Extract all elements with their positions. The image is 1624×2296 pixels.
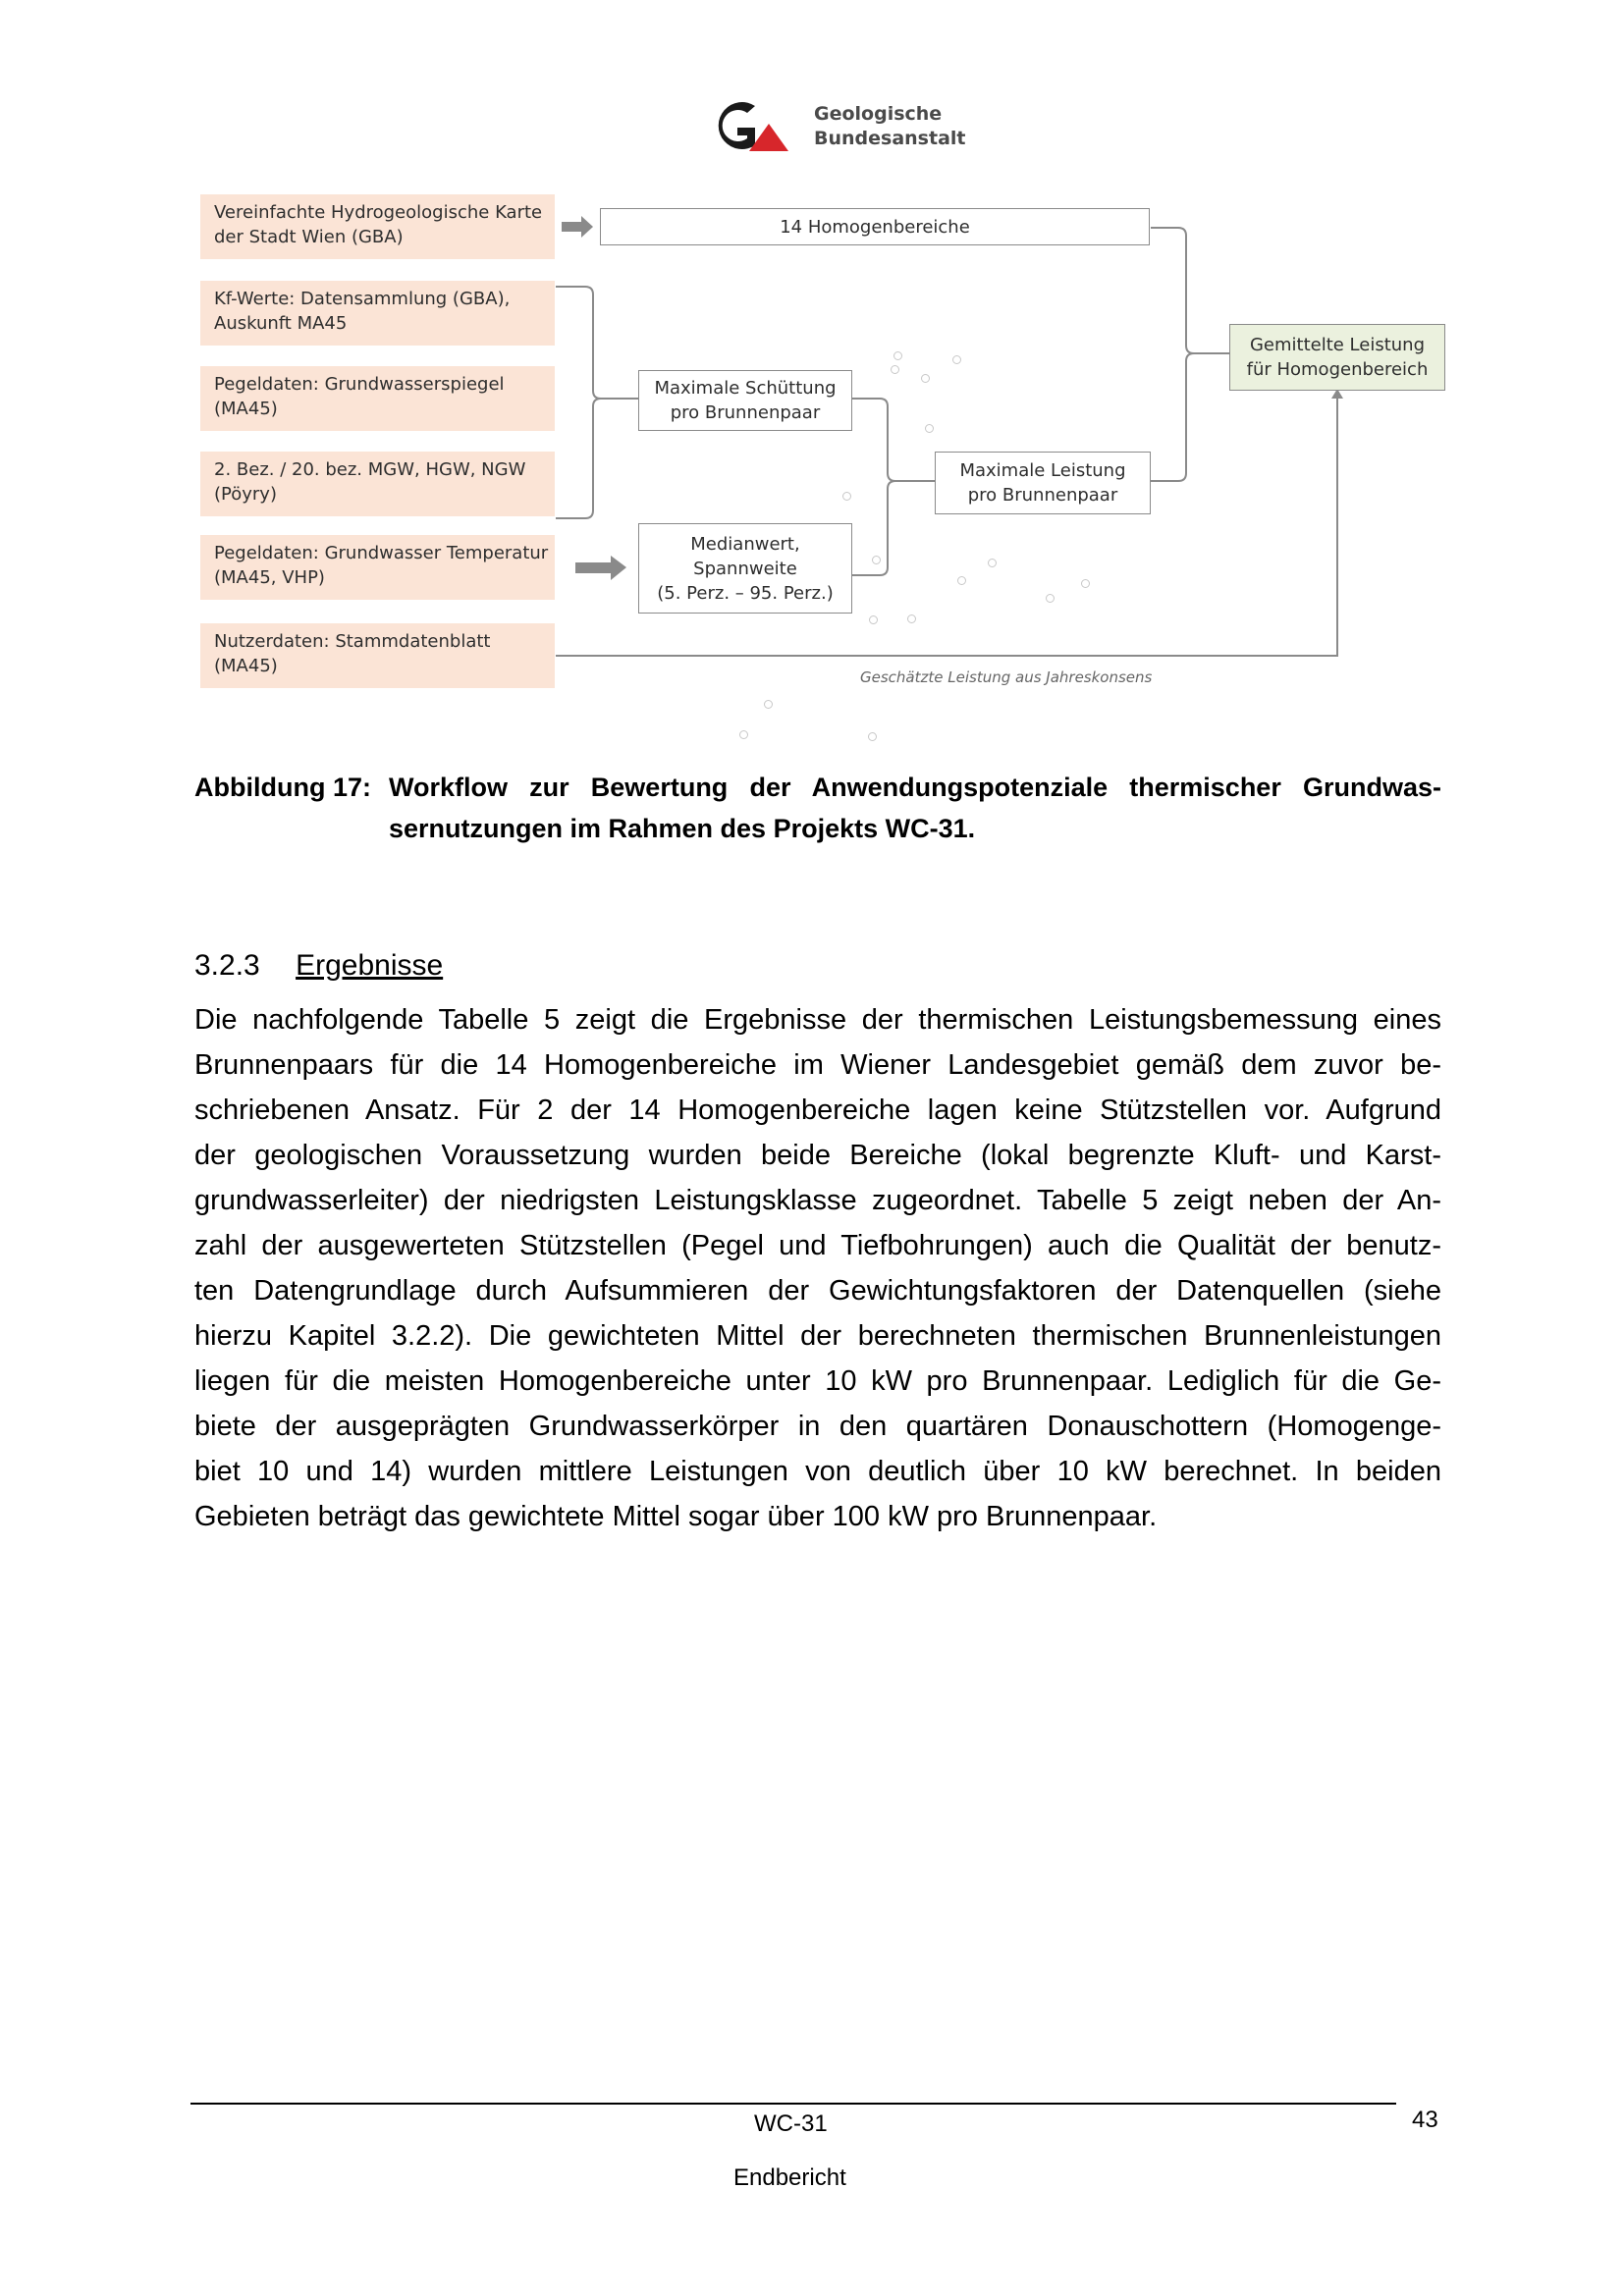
bracket-gemittelt — [1151, 228, 1194, 481]
scan-dot — [925, 424, 934, 433]
source-text: (MA45) — [214, 399, 278, 419]
footer-project: WC-31 — [754, 2110, 828, 2137]
logo-line-2: Bundesanstalt — [814, 128, 966, 149]
leistung-text: pro Brunnenpaar — [967, 485, 1118, 506]
scan-dot — [1046, 594, 1055, 603]
scan-dot — [988, 559, 997, 567]
paragraph-line: zahl der ausgewerteten Stützstellen (Pegel und Tiefbohrungen) auch die Qualität der benutz- — [194, 1230, 1441, 1261]
paragraph-line: Die nachfolgende Tabelle 5 zeigt die Ergebnisse der thermischen Leistungsbemessung eines — [194, 1004, 1441, 1036]
body-paragraph — [194, 997, 1441, 1539]
bracket-sources — [556, 287, 601, 518]
section-number: 3.2.3 — [194, 949, 260, 982]
arrow-shaft-median — [575, 562, 611, 573]
scan-dot — [891, 365, 899, 374]
scan-dot — [842, 492, 851, 501]
source-text: Nutzerdaten: Stammdatenblatt — [214, 631, 491, 652]
caption-line-1: Workflow zur Bewertung der Anwendungspotenziale thermischer Grundwas- — [389, 773, 1441, 802]
box-max-schuettung — [638, 370, 852, 431]
note-jahreskonsens: Geschätzte Leistung aus Jahreskonsens — [860, 668, 1153, 686]
paragraph-line: schriebenen Ansatz. Für 2 der 14 Homogenbereiche lagen keine Stützstellen vor. Aufgrund — [194, 1095, 1441, 1126]
paragraph-line: biet 10 und 14) wurden mittlere Leistungen von deutlich über 10 kW berechnet. In beiden — [194, 1456, 1441, 1487]
box-max-leistung — [935, 452, 1151, 514]
section-heading — [194, 949, 443, 983]
caption-label: Abbildung 17: — [194, 773, 371, 802]
scan-dot — [868, 732, 877, 741]
paragraph-line: grundwasserleiter) der niedrigsten Leistungsklasse zugeordnet. Tabelle 5 zeigt neben der An- — [194, 1185, 1441, 1216]
scan-dot — [1081, 579, 1090, 588]
box-homogenbereiche — [600, 208, 1150, 245]
scan-dot — [952, 355, 961, 364]
paragraph-line: hierzu Kapitel 3.2.2). Die gewichteten Mittel der berechneten thermischen Brunnenleistungen — [194, 1320, 1441, 1352]
median-text: Medianwert, — [690, 533, 800, 555]
paragraph-line: Gebieten beträgt das gewichtete Mittel sogar über 100 kW pro Brunnenpaar. — [194, 1501, 1158, 1532]
paragraph-line: der geologischen Voraussetzung wurden beide Bereiche (lokal begrenzte Kluft- und Karst- — [194, 1140, 1441, 1171]
footer-report: Endbericht — [733, 2164, 846, 2191]
scan-dot — [739, 730, 748, 739]
source-text: Kf-Werte: Datensammlung (GBA), — [214, 289, 511, 309]
scan-dot — [957, 576, 966, 585]
footer-rule — [190, 2103, 1396, 2105]
scan-dot — [872, 556, 881, 564]
paragraph-line: biete der ausgeprägten Grundwasserkörper in den quartären Donauschottern (Homogenge- — [194, 1411, 1441, 1442]
arrow-head-median — [611, 556, 626, 580]
schuettung-text: pro Brunnenpaar — [670, 402, 821, 423]
scan-dot — [893, 351, 902, 360]
page-number: 43 — [1412, 2107, 1438, 2133]
median-text: Spannweite — [693, 558, 797, 579]
leistung-text: Maximale Leistung — [959, 460, 1126, 481]
homogen-text: 14 Homogenbereiche — [780, 216, 970, 238]
source-text: (MA45, VHP) — [214, 567, 325, 588]
source-text: 2. Bez. / 20. bez. MGW, HGW, NGW — [214, 459, 526, 480]
scan-dot — [764, 700, 773, 709]
logo-line-1: Geologische — [814, 103, 943, 125]
source-text: (MA45) — [214, 656, 278, 676]
source-text: Vereinfachte Hydrogeologische Karte — [214, 202, 543, 223]
box-gemittelte-leistung — [1229, 324, 1445, 391]
paragraph-line: Brunnenpaars für die 14 Homogenbereiche im Wiener Landesgebiet gemäß dem zuvor be- — [194, 1049, 1441, 1081]
section-title: Ergebnisse — [296, 949, 444, 982]
source-text: Pegeldaten: Grundwasser Temperatur — [214, 543, 549, 563]
source-text: Auskunft MA45 — [214, 313, 348, 334]
source-text: (Pöyry) — [214, 484, 277, 505]
gemittelt-text: Gemittelte Leistung — [1249, 335, 1426, 355]
scan-dot — [921, 374, 930, 383]
arrow-head-homogen — [581, 216, 593, 238]
arrow-shaft-homogen — [562, 222, 581, 232]
paragraph-line: ten Datengrundlage durch Aufsummieren der Gewichtungsfaktoren der Datenquellen (siehe — [194, 1275, 1441, 1307]
gemittelt-text: für Homogenbereich — [1246, 359, 1429, 380]
source-text: Pegeldaten: Grundwasserspiegel — [214, 374, 505, 395]
caption-line-2: sernutzungen im Rahmen des Projekts WC-31. — [389, 814, 976, 843]
box-medianwert — [638, 523, 852, 614]
schuettung-text: Maximale Schüttung — [654, 378, 837, 399]
median-text: (5. Perz. – 95. Perz.) — [657, 582, 834, 604]
figure-caption — [194, 767, 1441, 849]
bracket-leistung — [852, 399, 895, 575]
scan-dot — [869, 615, 878, 624]
paragraph-line: liegen für die meisten Homogenbereiche unter 10 kW pro Brunnenpaar. Lediglich für die Ge- — [194, 1365, 1441, 1397]
source-text: der Stadt Wien (GBA) — [214, 227, 404, 247]
scan-dot — [907, 614, 916, 623]
